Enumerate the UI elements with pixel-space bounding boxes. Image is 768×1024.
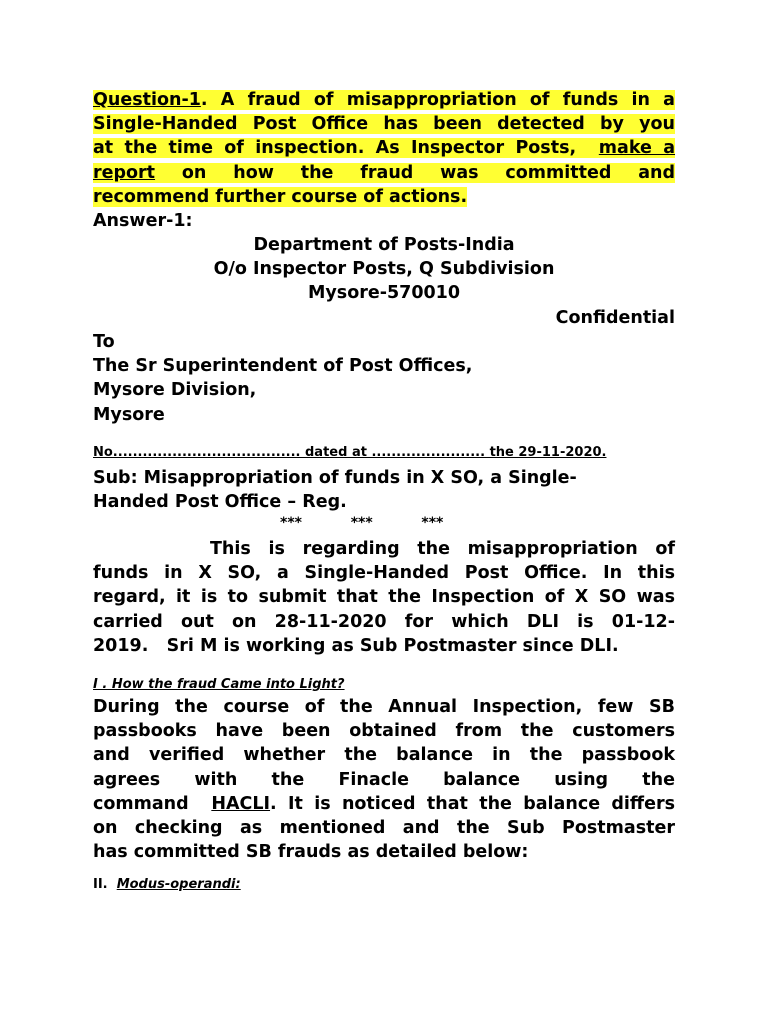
office-header: [93, 233, 675, 306]
answer-label: Answer-1:: [93, 211, 193, 231]
section2-heading: II. Modus-operandi:: [93, 877, 241, 892]
confidential-label: Confidential: [555, 308, 675, 328]
intro-paragraph: This is regarding the misappropriation of funds in X SO, a Single-Handed Post Office. In this regard, it is to submit that the Inspection of X SO was carried out on 28-11-2020 for which DLI is 01-12- 2019. Sri M is working as Sub Postmaster since DLI.: [93, 539, 675, 656]
subject-block: Sub: Misappropriation of funds in X SO, a Single- Handed Post Office – Reg.: [93, 468, 577, 513]
section1-heading: I . How the fraud Came into Light?: [93, 677, 345, 692]
question-block: Question-1. A fraud of misappropriation of funds in a Single-Handed Post Office has been detected by you at the time of inspection. As Inspector Posts, make a report on how the fraud was committed and recommend further course of actions.: [93, 90, 676, 207]
separator-stars: *** *** ***: [280, 515, 444, 531]
addressee-block: To The Sr Superintendent of Post Offices, Mysore Division, Mysore: [93, 332, 473, 425]
reference-line: No...................................... dated at ....................... the 29-11-2020.: [93, 445, 607, 460]
office-name: O/o Inspector Posts, Q Subdivision: [213, 259, 555, 280]
office-city-pin: Mysore-570010: [307, 283, 461, 304]
question-label: Question-1: [93, 90, 201, 110]
section1-paragraph: During the course of the Annual Inspection, few SB passbooks have been obtained from the customers and verified whether the balance in the passbook agrees with the Finacle balance using the command HACLI. It is noticed that the balance differs on checking as mentioned and the Sub Postmaster has committed SB frauds as detailed below:: [93, 697, 676, 863]
department-name: Department of Posts-India: [253, 235, 515, 255]
